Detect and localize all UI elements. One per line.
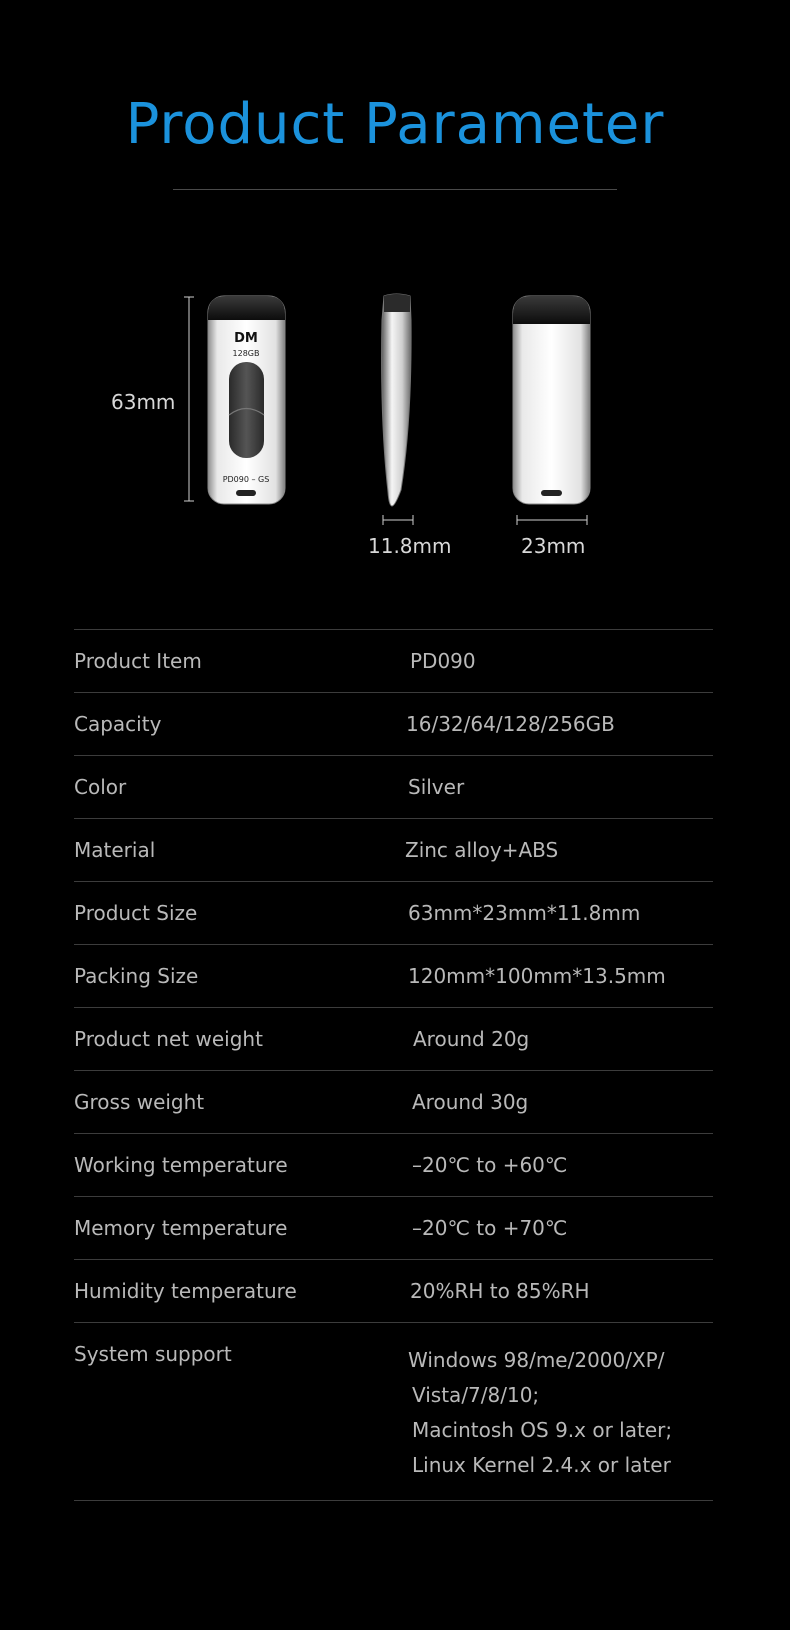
spec-table	[74, 629, 713, 1501]
front-view-device	[208, 296, 285, 504]
spec-label: Memory temperature	[74, 1216, 288, 1240]
system-support-line: Vista/7/8/10;	[412, 1383, 540, 1407]
spec-label: Packing Size	[74, 964, 199, 988]
thickness-dimension-line	[383, 515, 413, 525]
height-dimension-label: 63mm	[111, 390, 176, 414]
spec-label: Color	[74, 775, 127, 799]
device-capacity-label: 128GB	[232, 349, 260, 358]
spec-label: System support	[74, 1342, 232, 1366]
spec-row-working-temperature	[74, 1133, 713, 1196]
spec-label: Material	[74, 838, 156, 862]
title-divider	[173, 189, 617, 190]
spec-value: Around 20g	[413, 1027, 530, 1051]
spec-row-product-item	[74, 629, 713, 692]
page-title: Product Parameter	[125, 92, 665, 157]
device-brand-logo: DM	[234, 331, 258, 346]
spec-label: Product Item	[74, 649, 202, 673]
spec-value: Around 30g	[412, 1090, 529, 1114]
spec-value: Zinc alloy+ABS	[405, 838, 559, 862]
product-illustration	[0, 280, 790, 570]
system-support-line: Linux Kernel 2.4.x or later	[412, 1453, 671, 1477]
spec-value: Silver	[408, 775, 465, 799]
spec-label: Product net weight	[74, 1027, 263, 1051]
spec-row-system-support	[74, 1322, 713, 1501]
spec-row-net-weight	[74, 1007, 713, 1070]
spec-row-memory-temperature	[74, 1196, 713, 1259]
spec-value: 20%RH to 85%RH	[410, 1279, 590, 1303]
spec-row-material	[74, 818, 713, 881]
spec-label: Humidity temperature	[74, 1279, 297, 1303]
spec-label: Capacity	[74, 712, 162, 736]
spec-value: 120mm*100mm*13.5mm	[408, 964, 666, 988]
spec-value: –20℃ to +60℃	[412, 1153, 568, 1177]
spec-value: –20℃ to +70℃	[412, 1216, 568, 1240]
product-dimension-figure	[0, 280, 790, 570]
spec-value: 16/32/64/128/256GB	[406, 712, 615, 736]
spec-row-humidity-temperature	[74, 1259, 713, 1322]
height-dimension-line	[184, 297, 194, 501]
spec-label: Product Size	[74, 901, 198, 925]
width-dimension-label: 23mm	[521, 534, 586, 558]
system-support-line: Macintosh OS 9.x or later;	[412, 1418, 673, 1442]
spec-value: PD090	[410, 649, 476, 673]
spec-label: Working temperature	[74, 1153, 288, 1177]
spec-row-packing-size	[74, 944, 713, 1007]
spec-row-gross-weight	[74, 1070, 713, 1133]
spec-row-product-size	[74, 881, 713, 944]
device-model-label: PD090 – GS	[222, 475, 270, 484]
system-support-values	[408, 1343, 672, 1483]
spec-value: 63mm*23mm*11.8mm	[408, 901, 641, 925]
side-view-device	[382, 294, 411, 506]
spec-row-color	[74, 755, 713, 818]
thickness-dimension-label: 11.8mm	[368, 534, 452, 558]
system-support-line: Windows 98/me/2000/XP/	[408, 1348, 665, 1372]
width-dimension-line	[517, 515, 587, 525]
spec-label: Gross weight	[74, 1090, 205, 1114]
back-view-device	[513, 296, 590, 504]
spec-row-capacity	[74, 692, 713, 755]
